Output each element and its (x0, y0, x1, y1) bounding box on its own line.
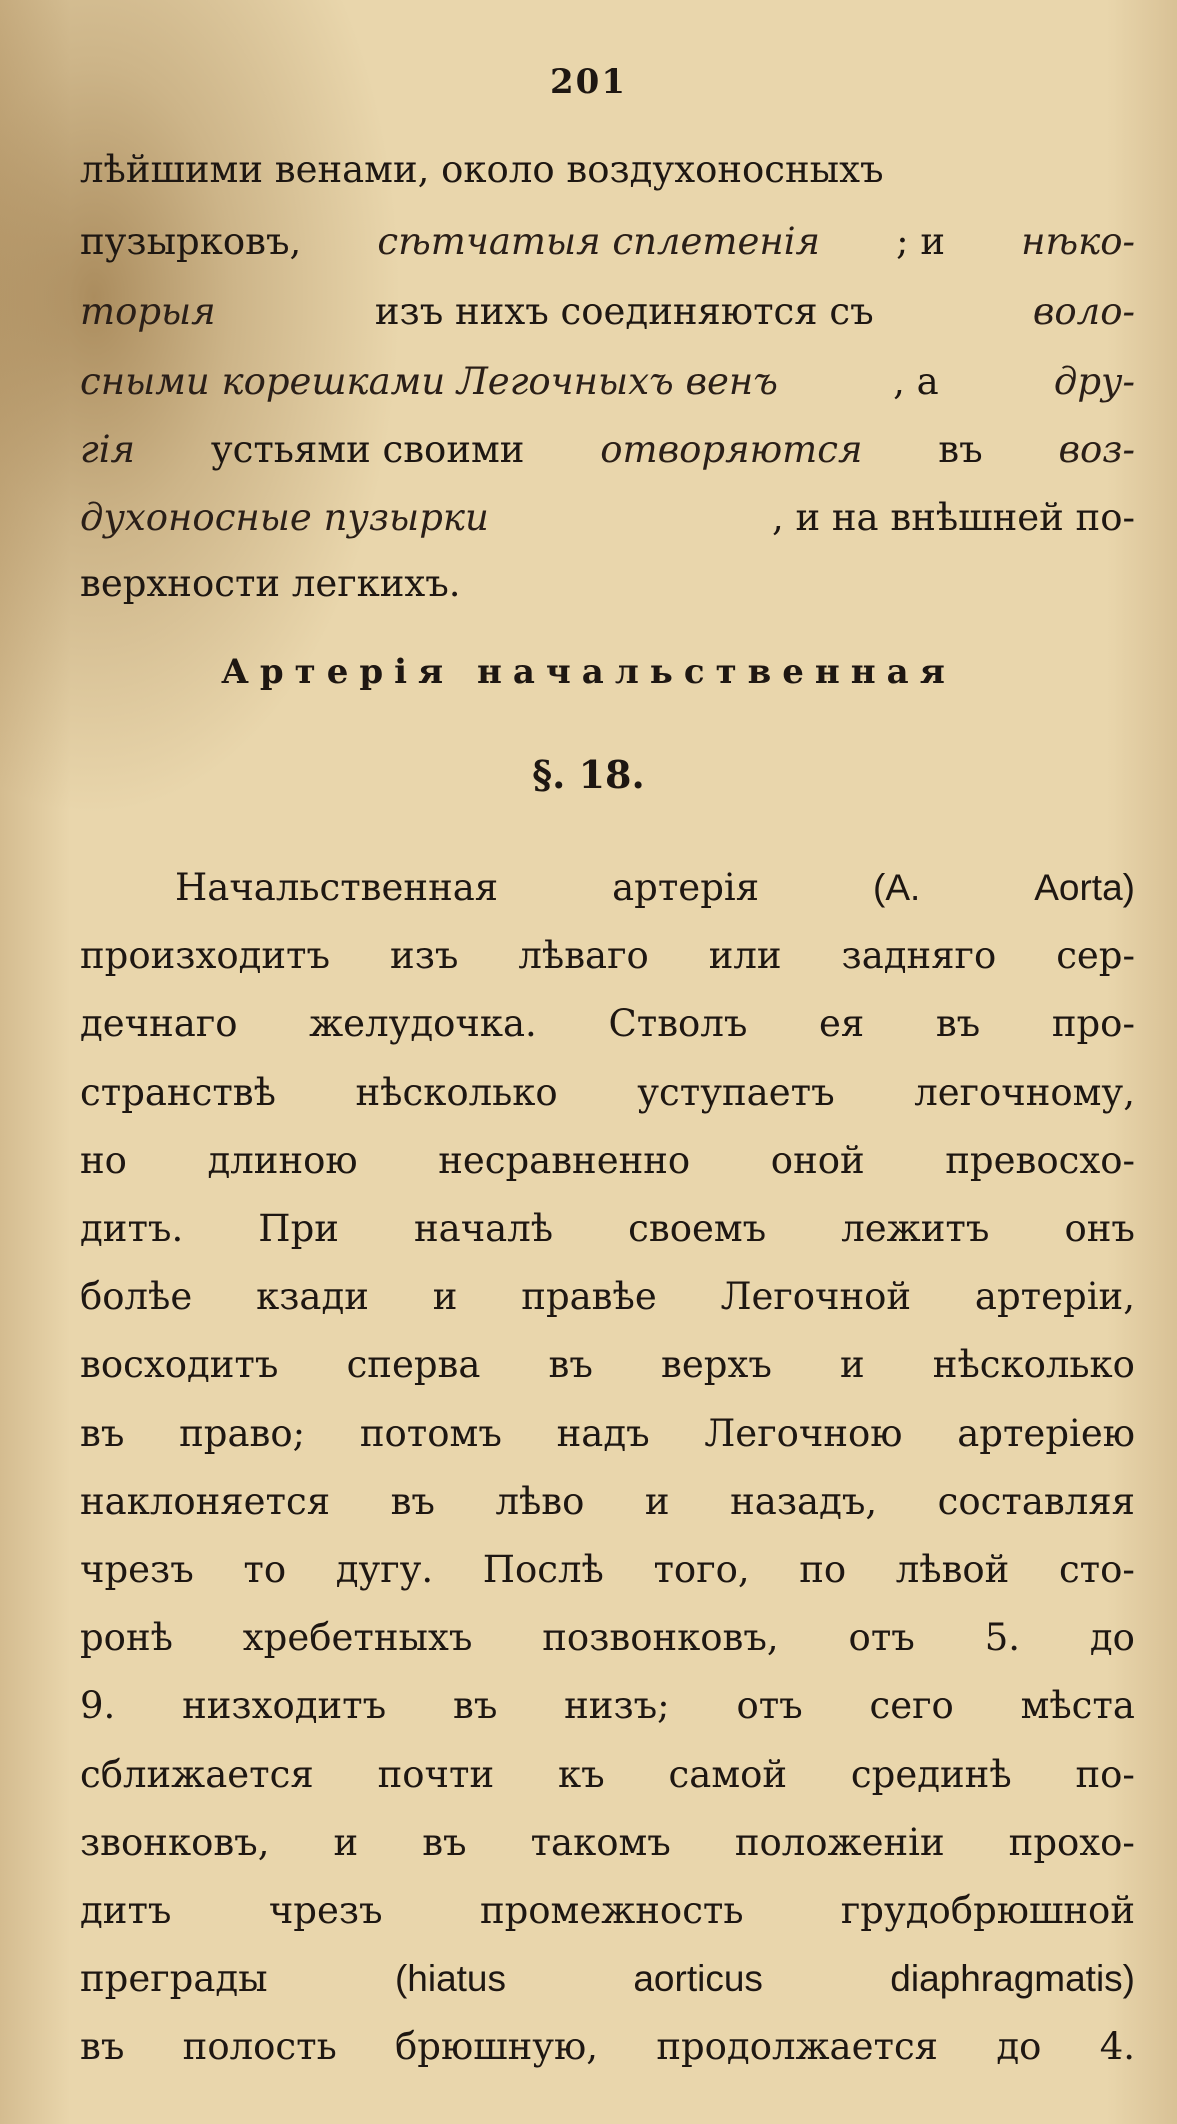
word: кзади (256, 1275, 369, 1319)
word: но (80, 1138, 127, 1182)
word: полость (182, 2025, 337, 2069)
text-span-italic: торыя (80, 290, 216, 333)
word: артеріи, (974, 1275, 1135, 1319)
text-span: ; и (896, 220, 946, 263)
word: 5. (984, 1616, 1021, 1660)
text-span-italic: духоносные пузырки (80, 496, 489, 539)
word: самой (668, 1752, 788, 1796)
word: въ (422, 1820, 467, 1864)
word: ея (818, 1002, 865, 1046)
page-number: 201 (550, 62, 627, 102)
word: въ (935, 1002, 981, 1046)
word: дитъ (80, 1889, 172, 1932)
word: нѣсколько (932, 1343, 1135, 1387)
text-line (80, 1745, 1135, 1805)
word: (A. (873, 867, 921, 908)
word: почти (377, 1752, 495, 1796)
word: уступаетъ (637, 1070, 835, 1114)
word: и (432, 1275, 458, 1319)
text-span-italic: гія (80, 428, 136, 471)
word: грудобрюшной (840, 1889, 1135, 1932)
word: положеніи (734, 1820, 945, 1864)
word: до (996, 2025, 1042, 2069)
word: или (708, 934, 782, 978)
word: артеріею (957, 1411, 1135, 1455)
word: своемъ (628, 1207, 767, 1250)
text-line (80, 926, 1135, 986)
word: брюшную, (395, 2025, 599, 2069)
word: хребетныхъ (242, 1616, 473, 1660)
word: нѣсколько (355, 1070, 558, 1114)
word: изъ (390, 934, 459, 978)
text-span-italic: сными корешками Легочныхъ венъ (80, 360, 778, 403)
text-line (80, 488, 1135, 548)
word: странствѣ (80, 1070, 276, 1114)
text-line (80, 1676, 1135, 1736)
text-line (80, 1540, 1135, 1600)
word: въ (80, 2025, 125, 2069)
text-line (80, 1267, 1135, 1327)
word: въ (390, 1479, 435, 1523)
word: Aorta) (1034, 867, 1135, 908)
text-line (80, 140, 1135, 200)
word: оной (770, 1138, 865, 1182)
text-span: лѣйшими венами, около воздухоносныхъ (80, 148, 884, 191)
word: лѣво (495, 1479, 585, 1523)
word: позвонковъ, (542, 1616, 779, 1660)
text-line (80, 352, 1135, 412)
text-span-italic: дру- (1053, 360, 1135, 403)
word: 4. (1099, 2025, 1135, 2069)
word: задняго (841, 934, 997, 978)
word: наклоняется (80, 1479, 331, 1523)
word: низходитъ (182, 1684, 387, 1728)
text-line (80, 282, 1135, 342)
word: превосхо- (945, 1138, 1135, 1182)
word: diaphragmatis) (890, 1958, 1135, 2000)
word: Начальственная (175, 866, 499, 909)
word: низъ; (564, 1684, 670, 1728)
word: срединѣ (850, 1752, 1012, 1796)
word: чрезъ (268, 1889, 383, 1932)
word: того, (653, 1548, 750, 1591)
word: сего (869, 1684, 954, 1728)
word: отъ (736, 1684, 803, 1728)
text-line (80, 1404, 1135, 1464)
word: и (333, 1820, 359, 1864)
word: лѣваго (518, 934, 649, 978)
text-span: въ (938, 428, 983, 471)
text-span: пузырковъ, (80, 220, 302, 263)
text-span: , а (893, 360, 939, 403)
word: прохо- (1008, 1820, 1135, 1864)
text-span-italic: сѣтчатыя сплетенія (377, 220, 821, 263)
word: дитъ. (80, 1207, 184, 1250)
section-heading: Артерія начальственная (221, 652, 956, 692)
word: сближается (80, 1752, 314, 1796)
text-line (80, 994, 1135, 1054)
word: Послѣ (482, 1548, 604, 1591)
text-line (80, 1335, 1135, 1395)
word: легочному, (914, 1070, 1135, 1114)
word: Легочной (720, 1275, 912, 1319)
word: къ (557, 1752, 605, 1796)
word: право; (179, 1411, 306, 1455)
word: лежитъ (841, 1207, 990, 1250)
word: составляя (937, 1479, 1135, 1523)
word: по (799, 1548, 847, 1591)
word: и (840, 1343, 865, 1387)
text-span: , и на внѣшней по- (771, 496, 1135, 539)
word: Легочною (704, 1411, 903, 1455)
word: длиною (207, 1138, 358, 1182)
word: продолжается (656, 2025, 939, 2069)
word: по- (1075, 1752, 1135, 1796)
word: aorticus (633, 1958, 763, 2000)
word: лѣвой (895, 1548, 1010, 1591)
word: онъ (1064, 1207, 1135, 1250)
word: 9. (80, 1684, 116, 1728)
text-line (80, 2017, 1135, 2077)
word: надъ (556, 1411, 650, 1455)
text-span: верхности легкихъ. (80, 562, 461, 605)
section-number: §. 18. (532, 752, 645, 797)
text-line (80, 212, 1135, 272)
word: назадъ, (730, 1479, 878, 1523)
word: При (258, 1207, 339, 1250)
word: сто- (1058, 1548, 1135, 1591)
text-span-italic: воз- (1058, 428, 1135, 471)
text-span-italic: отворяются (600, 428, 863, 471)
word: про- (1051, 1002, 1135, 1046)
word: ронѣ (80, 1616, 173, 1660)
word: до (1089, 1616, 1135, 1660)
text-span: устьями своими (210, 428, 525, 471)
word: такомъ (530, 1820, 671, 1864)
text-line (80, 1881, 1135, 1941)
word: артерія (612, 866, 760, 909)
word: въ (548, 1343, 593, 1387)
text-line (80, 420, 1135, 480)
word: и (644, 1479, 670, 1523)
text-line (80, 1063, 1135, 1123)
text-line (80, 1199, 1135, 1259)
text-line (175, 858, 1135, 918)
word: преграды (80, 1957, 268, 2001)
text-span: изъ нихъ соединяются съ (374, 290, 874, 333)
word: чрезъ (80, 1548, 194, 1591)
word: (hiatus (394, 1958, 507, 2000)
text-line (80, 1472, 1135, 1532)
word: потомъ (359, 1411, 502, 1455)
word: въ (452, 1684, 498, 1728)
word: отъ (848, 1616, 915, 1660)
word: то (243, 1548, 287, 1591)
word: болѣе (80, 1275, 193, 1319)
word: восходитъ (80, 1343, 279, 1387)
word: сперва (346, 1343, 481, 1387)
text-span-italic: воло- (1032, 290, 1135, 333)
word: началѣ (414, 1207, 554, 1250)
word: несравненно (438, 1138, 691, 1182)
word: дечнаго (80, 1002, 238, 1046)
word: желудочка. (309, 1002, 537, 1046)
word: верхъ (661, 1343, 772, 1387)
text-line (80, 1131, 1135, 1191)
word: мѣста (1020, 1684, 1135, 1728)
word: правѣе (521, 1275, 657, 1319)
text-line (80, 554, 1135, 614)
word: звонковъ, (80, 1820, 270, 1864)
text-span-italic: нѣко- (1021, 220, 1135, 263)
word: промежность (479, 1889, 744, 1932)
word: сер- (1056, 934, 1135, 978)
word: произходитъ (80, 934, 331, 978)
text-line (80, 1813, 1135, 1873)
word: Стволъ (608, 1002, 748, 1046)
text-line (80, 1949, 1135, 2009)
word: въ (80, 1411, 125, 1455)
text-line (80, 1608, 1135, 1668)
word: дугу. (335, 1548, 434, 1591)
